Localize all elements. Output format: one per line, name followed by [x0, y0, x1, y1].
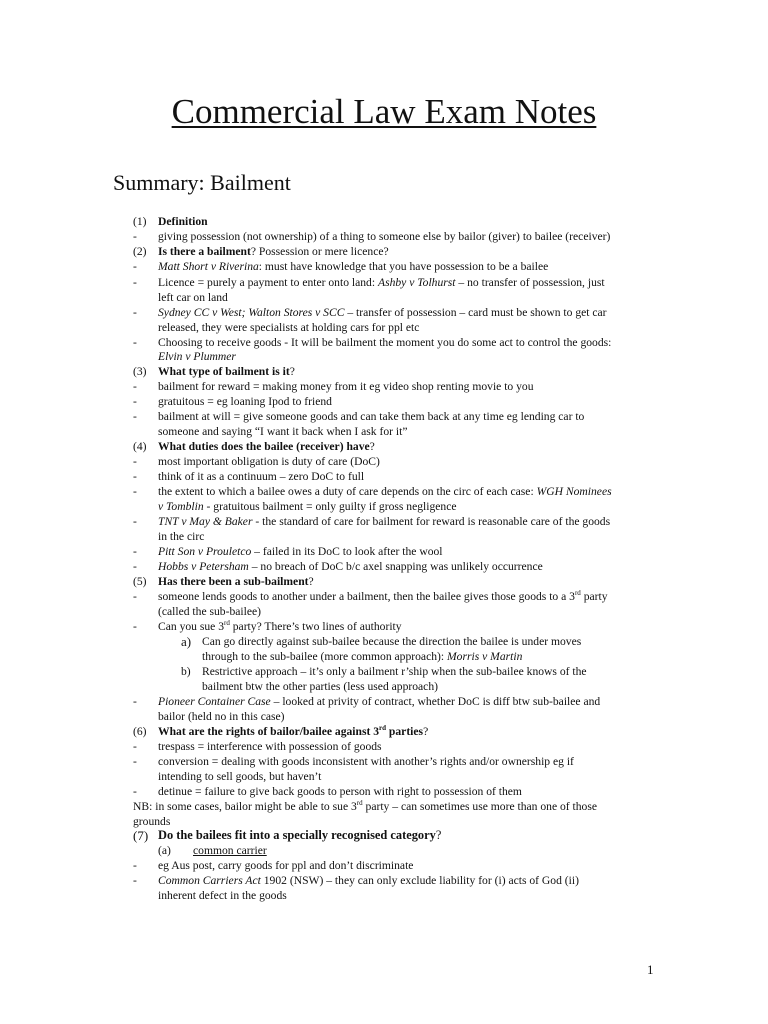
sub-item-label: a) — [181, 634, 192, 649]
bullet-dash: - — [133, 740, 137, 753]
bullet-text: in the circ — [158, 530, 205, 543]
bullet-dash: - — [133, 470, 137, 483]
bullet-dash: - — [133, 336, 137, 349]
sub-item-label: b) — [181, 665, 191, 678]
bullet-text: TNT v May & Baker - the standard of care for bailment for reward is reasonable care of the goods — [158, 515, 611, 528]
bullet-text: Pioneer Container Case – looked at privity of contract, whether DoC is diff btw sub-bailee and — [158, 695, 601, 708]
section-number: (1) — [133, 215, 147, 228]
bullet-text: bailor (held no in this case) — [158, 710, 285, 723]
bullet-text: v Tomblin - gratuitous bailment = only guilty if gross negligence — [158, 500, 457, 513]
bullet-text: conversion = dealing with goods inconsistent with another’s rights and/or ownership eg if — [158, 755, 574, 768]
section-number: (3) — [133, 365, 147, 378]
bullet-text: eg Aus post, carry goods for ppl and don’t discriminate — [158, 859, 414, 872]
bullet-dash: - — [133, 230, 137, 243]
sub-item-text: Can go directly against sub-bailee because the direction the bailee is under moves — [202, 635, 582, 648]
bullet-text: inherent defect in the goods — [158, 889, 287, 902]
bullet-dash: - — [133, 874, 137, 887]
bullet-dash: - — [133, 755, 137, 768]
bullet-text: bailment for reward = making money from it eg video shop renting movie to you — [158, 380, 534, 393]
bullet-dash: - — [133, 485, 137, 498]
page-title: Commercial Law Exam Notes — [171, 92, 597, 131]
section-heading-line: What type of bailment is it? — [158, 365, 295, 378]
page-subtitle: Summary: Bailment — [113, 170, 291, 195]
section-number: (2) — [133, 245, 147, 258]
bullet-text: (called the sub-bailee) — [158, 605, 262, 618]
bullet-text: Matt Short v Riverina: must have knowledge that you have possession to be a bailee — [158, 260, 549, 273]
bullet-dash: - — [133, 695, 137, 708]
bullet-text: Elvin v Plummer — [158, 350, 236, 363]
section-heading-line: What are the rights of bailor/bailee against 3rd parties? — [158, 724, 429, 738]
bullet-text: Can you sue 3rd party? There’s two lines of authority — [158, 619, 402, 633]
section-number: (4) — [133, 440, 147, 453]
bullet-dash: - — [133, 395, 137, 408]
bullet-text: someone and saying “I want it back when I ask for it” — [158, 425, 408, 438]
bullet-text: Sydney CC v West; Walton Stores v SCC – transfer of possession – card must be shown to get car — [158, 306, 607, 319]
bullet-dash: - — [133, 515, 137, 528]
bullet-text: someone lends goods to another under a bailment, then the bailee gives those goods to a 3rd party — [158, 589, 608, 603]
bullet-dash: - — [133, 276, 137, 289]
section-heading-line: Do the bailees fit into a specially recognised category? — [158, 828, 442, 842]
bullet-text: left car on land — [158, 291, 228, 304]
bullet-dash: - — [133, 260, 137, 273]
sub-item-text: common carrier — [193, 844, 267, 857]
bullet-dash: - — [133, 306, 137, 319]
bullet-text: most important obligation is duty of care (DoC) — [158, 455, 380, 468]
bullet-dash: - — [133, 545, 137, 558]
bullet-text: think of it as a continuum – zero DoC to full — [158, 470, 365, 483]
bullet-text: giving possession (not ownership) of a thing to someone else by bailor (giver) to bailee (receiver) — [158, 230, 611, 243]
bullet-text: gratuitous = eg loaning Ipod to friend — [158, 395, 332, 408]
sub-item-text: through to the sub-bailee (more common approach): Morris v Martin — [202, 650, 523, 663]
sub-item-label: (a) — [158, 844, 171, 857]
bullet-text: detinue = failure to give back goods to person with right to possession of them — [158, 785, 522, 798]
bullet-dash: - — [133, 785, 137, 798]
section-heading-line: Is there a bailment? Possession or mere licence? — [158, 245, 389, 258]
bullet-dash: - — [133, 859, 137, 872]
bullet-text: trespass = interference with possession of goods — [158, 740, 382, 753]
bullet-dash: - — [133, 560, 137, 573]
section-number: (6) — [133, 725, 147, 738]
bullet-dash: - — [133, 590, 137, 603]
bullet-text: Hobbs v Petersham – no breach of DoC b/c axel snapping was unlikely occurrence — [158, 560, 543, 573]
section-number: (5) — [133, 575, 147, 588]
bullet-text: Common Carriers Act 1902 (NSW) – they can only exclude liability for (i) acts of God (ii) — [158, 874, 579, 887]
page-number: 1 — [647, 962, 654, 977]
note-text: grounds — [133, 815, 171, 828]
bullet-text: intending to sell goods, but haven’t — [158, 770, 322, 783]
bullet-dash: - — [133, 380, 137, 393]
section-number: (7) — [133, 828, 149, 843]
bullet-text: Licence = purely a payment to enter onto land: Ashby v Tolhurst – no transfer of possession, just — [158, 276, 605, 289]
note-text: NB: in some cases, bailor might be able to sue 3rd party – can sometimes use more than one of those — [133, 799, 598, 813]
bullet-dash: - — [133, 410, 137, 423]
sub-item-text: Restrictive approach – it’s only a bailment r’ship when the sub-bailee knows of the — [202, 665, 587, 678]
bullet-text: the extent to which a bailee owes a duty of care depends on the circ of each case: WGH Nominees — [158, 485, 612, 498]
bullet-dash: - — [133, 455, 137, 468]
section-heading-line: What duties does the bailee (receiver) have? — [158, 440, 375, 453]
bullet-text: Choosing to receive goods - It will be bailment the moment you do some act to control the goods: — [158, 336, 612, 349]
section-heading: Definition — [158, 215, 208, 228]
sub-item-text: bailment btw the other parties (less used approach) — [202, 680, 438, 693]
bullet-text: bailment at will = give someone goods and can take them back at any time eg lending car to — [158, 410, 585, 423]
bullet-text: released, they were specialists at holding cars for ppl etc — [158, 321, 420, 334]
section-heading-line: Has there been a sub-bailment? — [158, 575, 314, 588]
bullet-dash: - — [133, 620, 137, 633]
bullet-text: Pitt Son v Prouletco – failed in its DoC to look after the wool — [158, 545, 443, 558]
